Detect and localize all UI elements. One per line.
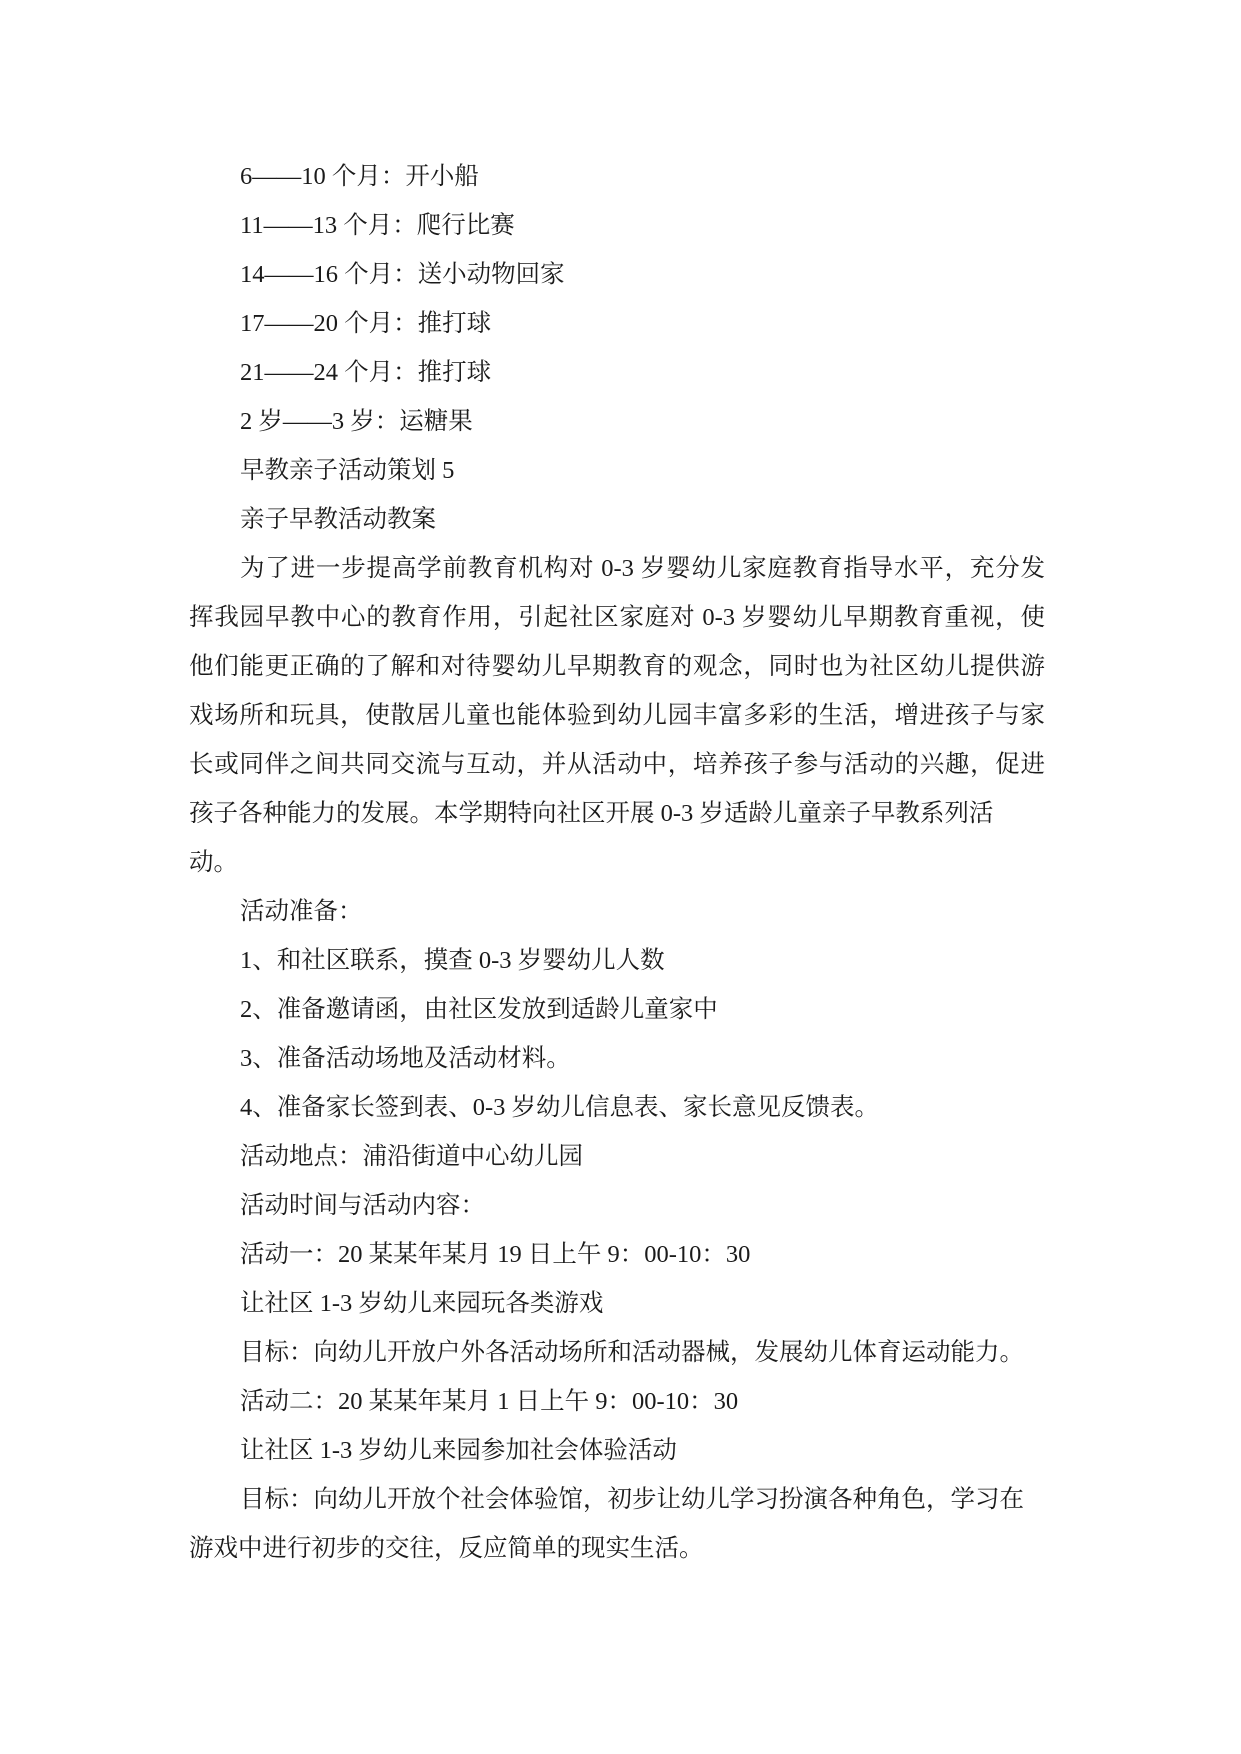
activity-goal-line: 目标：向幼儿开放户外各活动场所和活动器械，发展幼儿体育运动能力。 (240, 1339, 1024, 1366)
document-body (189, 152, 1045, 1573)
intro-paragraph-line: 他们能更正确的了解和对待婴幼儿早期教育的观念，同时也为社区幼儿提供游 (189, 653, 1045, 680)
activity-goal-line: 目标：向幼儿开放个社会体验馆，初步让幼儿学习扮演各种角色，学习在 (240, 1486, 1024, 1513)
preparation-item: 2、准备邀请函，由社区发放到适龄儿童家中 (240, 996, 718, 1023)
preparation-heading: 活动准备： (240, 898, 363, 925)
activity-description: 让社区 1-3 岁幼儿来园参加社会体验活动 (240, 1437, 677, 1464)
activity-goal-line: 游戏中进行初步的交往，反应简单的现实生活。 (189, 1535, 704, 1562)
intro-paragraph-line: 戏场所和玩具，使散居儿童也能体验到幼儿园丰富多彩的生活，增进孩子与家 (189, 702, 1045, 729)
preparation-item: 4、准备家长签到表、0-3 岁幼儿信息表、家长意见反馈表。 (240, 1094, 880, 1121)
schedule-item: 21——24 个月：推打球 (240, 359, 492, 386)
schedule-item: 14——16 个月：送小动物回家 (240, 261, 565, 288)
schedule-item: 11——13 个月：爬行比赛 (240, 212, 515, 239)
activity-block (189, 1377, 1045, 1573)
activity-description: 让社区 1-3 岁幼儿来园玩各类游戏 (240, 1290, 604, 1317)
plan-title: 亲子早教活动教案 (240, 506, 436, 533)
intro-paragraph (189, 544, 1045, 887)
location-line: 活动地点：浦沿街道中心幼儿园 (240, 1143, 583, 1170)
activity-time: 活动二：20 某某年某月 1 日上午 9：00-10：30 (240, 1388, 739, 1415)
schedule-item: 17——20 个月：推打球 (240, 310, 492, 337)
intro-paragraph-line: 长或同伴之间共同交流与互动，并从活动中，培养孩子参与活动的兴趣，促进 (189, 751, 1045, 778)
intro-paragraph-line: 动。 (189, 849, 238, 876)
schedule-heading: 活动时间与活动内容： (240, 1192, 485, 1219)
activity-block (189, 1230, 1045, 1377)
intro-paragraph-line: 挥我园早教中心的教育作用，引起社区家庭对 0-3 岁婴幼儿早期教育重视，使 (189, 604, 1045, 631)
preparation-item: 1、和社区联系，摸查 0-3 岁婴幼儿人数 (240, 947, 665, 974)
intro-paragraph-line: 孩子各种能力的发展。本学期特向社区开展 0-3 岁适龄儿童亲子早教系列活 (189, 800, 994, 827)
schedule-item: 2 岁——3 岁：运糖果 (240, 408, 473, 435)
schedule-item: 6——10 个月：开小船 (240, 163, 479, 190)
preparation-item: 3、准备活动场地及活动材料。 (240, 1045, 571, 1072)
intro-paragraph-line: 为了进一步提高学前教育机构对 0-3 岁婴幼儿家庭教育指导水平，充分发 (240, 555, 1045, 582)
activity-time: 活动一：20 某某年某月 19 日上午 9：00-10：30 (240, 1241, 751, 1268)
section-heading: 早教亲子活动策划 5 (240, 457, 455, 484)
